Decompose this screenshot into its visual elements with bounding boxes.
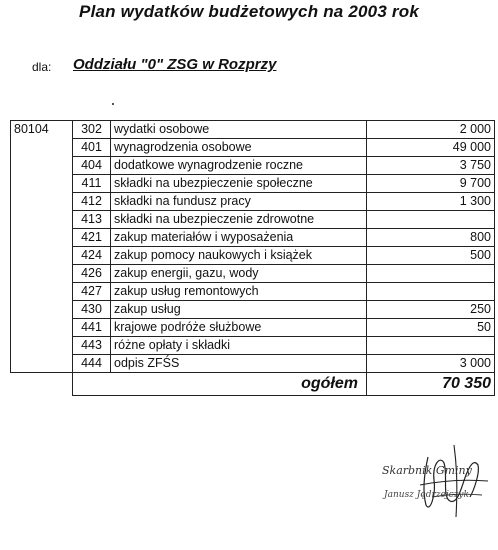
section-cell (11, 211, 73, 229)
amount-cell: 2 000 (367, 121, 495, 139)
recipient-label: dla: (32, 60, 52, 74)
amount-cell (367, 283, 495, 301)
total-spacer (11, 373, 73, 396)
section-cell (11, 229, 73, 247)
amount-cell (367, 337, 495, 355)
section-cell (11, 265, 73, 283)
table-row (11, 247, 495, 265)
description-cell: składki na fundusz pracy (111, 193, 367, 211)
paragraph-code-cell: 424 (73, 247, 111, 265)
section-cell (11, 139, 73, 157)
table-row (11, 139, 495, 157)
amount-cell: 250 (367, 301, 495, 319)
signature-block (370, 435, 495, 525)
amount-cell: 3 000 (367, 355, 495, 373)
paragraph-code-cell: 426 (73, 265, 111, 283)
description-cell: wynagrodzenia osobowe (111, 139, 367, 157)
paragraph-code-cell: 443 (73, 337, 111, 355)
description-cell: zakup usług remontowych (111, 283, 367, 301)
description-cell: zakup pomocy naukowych i książek (111, 247, 367, 265)
table-row (11, 175, 495, 193)
paragraph-code-cell: 427 (73, 283, 111, 301)
recipient-name: Oddziału "0" ZSG w Rozprzy (73, 56, 277, 73)
amount-cell: 3 750 (367, 157, 495, 175)
description-cell: wydatki osobowe (111, 121, 367, 139)
amount-cell (367, 211, 495, 229)
section-cell (11, 175, 73, 193)
table-row (11, 211, 495, 229)
table-row (11, 283, 495, 301)
paragraph-code-cell: 421 (73, 229, 111, 247)
description-cell: zakup materiałów i wyposażenia (111, 229, 367, 247)
paragraph-code-cell: 302 (73, 121, 111, 139)
table-row (11, 229, 495, 247)
signature-stamp-title: Skarbnik Gminy (382, 464, 472, 477)
table-row (11, 301, 495, 319)
paragraph-code-cell: 412 (73, 193, 111, 211)
budget-table-body (11, 121, 495, 396)
description-cell: różne opłaty i składki (111, 337, 367, 355)
paragraph-code-cell: 444 (73, 355, 111, 373)
table-row (11, 157, 495, 175)
amount-cell: 9 700 (367, 175, 495, 193)
paragraph-code-cell: 441 (73, 319, 111, 337)
table-row (11, 337, 495, 355)
description-cell: składki na ubezpieczenie zdrowotne (111, 211, 367, 229)
amount-cell: 800 (367, 229, 495, 247)
total-value: 70 350 (367, 373, 495, 396)
description-cell: odpis ZFŚS (111, 355, 367, 373)
section-cell: 80104 (11, 121, 73, 139)
table-row (11, 355, 495, 373)
total-row (11, 373, 495, 396)
table-row (11, 121, 495, 139)
description-cell: zakup energii, gazu, wody (111, 265, 367, 283)
paragraph-code-cell: 430 (73, 301, 111, 319)
section-cell (11, 247, 73, 265)
section-cell (11, 283, 73, 301)
paragraph-code-cell: 411 (73, 175, 111, 193)
section-cell (11, 301, 73, 319)
amount-cell: 50 (367, 319, 495, 337)
total-label: ogółem (73, 373, 367, 396)
amount-cell: 500 (367, 247, 495, 265)
paragraph-code-cell: 413 (73, 211, 111, 229)
description-cell: składki na ubezpieczenie społeczne (111, 175, 367, 193)
stray-dot (112, 103, 114, 105)
budget-table (10, 120, 495, 396)
handwritten-signature (370, 435, 495, 525)
paragraph-code-cell: 401 (73, 139, 111, 157)
section-cell (11, 157, 73, 175)
amount-cell (367, 265, 495, 283)
section-cell (11, 319, 73, 337)
amount-cell: 1 300 (367, 193, 495, 211)
description-cell: dodatkowe wynagrodzenie roczne (111, 157, 367, 175)
amount-cell: 49 000 (367, 139, 495, 157)
description-cell: krajowe podróże służbowe (111, 319, 367, 337)
section-cell (11, 193, 73, 211)
table-row (11, 265, 495, 283)
section-cell (11, 337, 73, 355)
signature-stamp-name: Janusz Jędrzejczyk (384, 490, 469, 500)
section-cell (11, 355, 73, 373)
document-title: Plan wydatków budżetowych na 2003 rok (79, 2, 419, 21)
description-cell: zakup usług (111, 301, 367, 319)
paragraph-code-cell: 404 (73, 157, 111, 175)
table-row (11, 193, 495, 211)
table-row (11, 319, 495, 337)
